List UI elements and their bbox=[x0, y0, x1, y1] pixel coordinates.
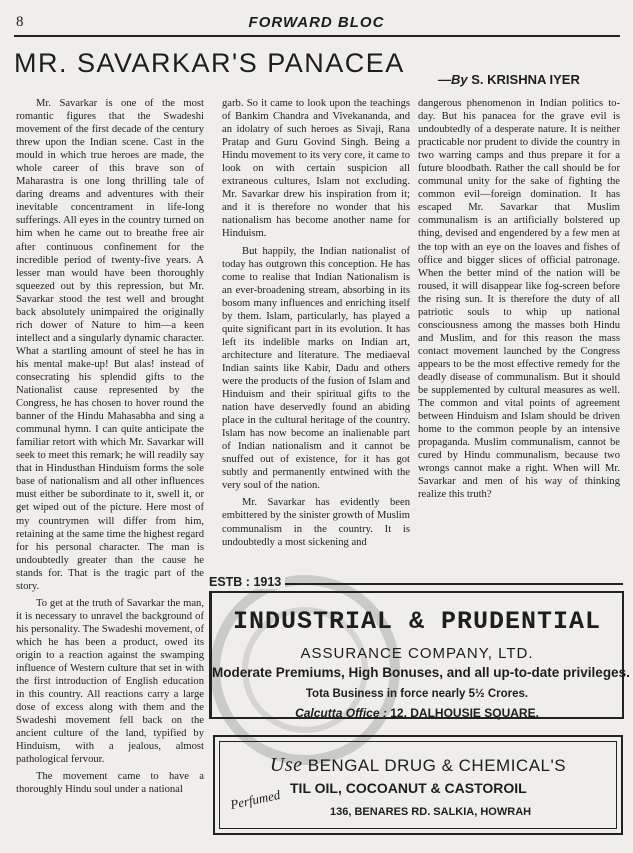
paragraph: dangerous phenomenon in Indian politics to-day. But his panacea for the grave evil is undoubtedly of a desperate nature. It is neither practicable nor prudent to divide the country in two warring camps and thus prepare it for a future bloodbath. Rather the call should be for communal unity for the sake of fighting the common evil—foreign domination. It has escaped Mr. Savarkar that Muslim communalism is an artificially bolstered up thing, devised and engendered by a few men at the top with an eye on the loaves and fishes of office and bigger slices of official patronage. When the better mind of the nation will be roused, it will disappear like fog-screen before the rising sun. It is therefore the duty of all patriotic souls to whip up national consciousness among the masses both Hindu and Muslim, and for this reason the mass contact movement launched by the Congress appears to be the most effective remedy for the deadly disease of communalism. But it should be supplemented by cultural measures as well. The common and vital points of agreement between Hinduism and Islam should be driven home to the common people by an intensive propaganda. Muslim communalism, cannot be cured by Hindu communalism, because two wrongs cannot make a right. When will Mr. Savarkar and men of his way of thinking realize this truth? bbox=[418, 98, 620, 501]
article-column-1 bbox=[16, 97, 204, 796]
header-rule bbox=[14, 35, 620, 37]
insurance-business: Tota Business in force nearly 5½ Crores. bbox=[305, 688, 529, 700]
drug-ad-company: BENGAL DRUG & CHEMICAL'S bbox=[307, 756, 567, 775]
masthead: FORWARD BLOC bbox=[248, 14, 385, 31]
paragraph: Mr. Savarkar has evidently been embittered by the sinister growth of Muslim communalism in the country. It is undoubtedly a most sickening and bbox=[222, 497, 410, 548]
drug-ad-perfumed: Perfumed bbox=[228, 786, 282, 813]
paragraph: To get at the truth of Savarkar the man, it is necessary to unravel the background of his personality. The Swadeshi movement, of which he has been a product, owed its origin to a reaction against the swamping influence of Western culture that set in with the first introduction of English education in this country. All reactions carry a large dose of excess along with them and the Swadeshi movement fell back on the ancient culture of the land, typified by Hinduism, with a jealous, almost pathological fervour. bbox=[16, 597, 204, 766]
insurance-company-name: INDUSTRIAL & PRUDENTIAL bbox=[232, 607, 602, 636]
drug-ad-use: Use bbox=[269, 754, 303, 776]
drug-ad-inner-border bbox=[219, 741, 617, 829]
drug-ad bbox=[213, 735, 623, 835]
paragraph: Mr. Savarkar is one of the most romantic figures that the Swadeshi movement of the first decade of the century threw upon the Indian scene. Cast in the mould in which true heroes are made, the whole career of this brave son of Maharastra is one long thrilling tale of daring dreams and adventures with their inevitable concentrament in life-long sufferings. All eyes in the country turned on him when he came out to breathe free air after continuous confinement for the incredible period of twenty-five years. A lesser man would have been thoroughly squeezed out by this repression, but Mr. Savarkar stood the test well and brought back absolutely unimpaired the originally rich dower of Nature to him—a keen intellect and a singularly dynamic character. What a startling amount of steel he has in his mental make-up! But alas! instead of consecrating his splendid gifts to the Nationalist cause represented by the Congress, he has chosen to hover round the banner of the Hindu Mahasabha and sing a communal hymn. I can quite anticipate the familiar retort with which Mr. Savarkar will seek to meet this remark; he will readily say that in Hindusthan Hinduism forms the sole base of nationalism and all other influences must either be subordinate to it, swell it, or get wiped out of the picture. Here most of my countrymen will differ from him, retaining at the same time the highest regard for his personal character. The man is undoubtedly greater than the cause he stands for. That is the tragic part of the story. bbox=[16, 98, 204, 592]
estb-label: ESTB : 1913 bbox=[209, 575, 285, 589]
office-label: Calcutta Office : bbox=[295, 706, 387, 720]
paragraph: The movement came to have a thoroughly Hindu soul under a national bbox=[16, 771, 204, 796]
insurance-ad bbox=[209, 591, 630, 720]
insurance-tagline: Moderate Premiums, High Bonuses, and all up-to-date privileges. bbox=[212, 665, 630, 680]
paragraph: But happily, the Indian nationalist of today has outgrown this conception. He has come to realise that Indian Nationalism is an ever-broadening stream, absorbing in its bosom many influences and enriching itself by them. Islam, particularly, has played a quite significant part in its evolution. It has left its indelible marks on Indian art, architecture and literature. The mediaeval Indian saints like Kabir, Dadu and others were the products of the fusion of Islam and Hinduism and their spiritual gifts to the nation have deservedly found an abiding place in the cultural heritage of the country. Islam has now become an inalienable part of Indian nationalism and it cannot be snuffed out of existence, for it has got subtly and permanently entwined with the very soul of the nation. bbox=[222, 245, 410, 492]
insurance-office bbox=[212, 706, 622, 720]
article-column-3 bbox=[418, 97, 620, 501]
drug-ad-address: 136, BENARES RD. SALKIA, HOWRAH bbox=[330, 806, 532, 818]
byline-author: S. KRISHNA IYER bbox=[471, 72, 580, 87]
article-column-2 bbox=[222, 97, 410, 549]
byline bbox=[438, 72, 580, 87]
article-title: MR. SAVARKAR'S PANACEA bbox=[14, 48, 405, 78]
byline-prefix: —By bbox=[438, 72, 468, 87]
advertisement-block bbox=[209, 575, 630, 837]
insurance-company-sub: ASSURANCE COMPANY, LTD. bbox=[300, 645, 534, 662]
office-address: 12, DALHOUSIE SQUARE. bbox=[390, 706, 539, 720]
drug-ad-products: TIL OIL, COCOANUT & CASTOROIL bbox=[290, 780, 527, 796]
page-number: 8 bbox=[16, 14, 24, 30]
drug-ad-headline bbox=[220, 754, 616, 777]
paragraph: garb. So it came to look upon the teachings of Bankim Chandra and Vivekananda, and an idolatry of such heroes as Sivaji, Rana Pratap and Guru Govind Singh. Being a Hindu movement to its very core, it came to look on with certain suspicion all extraneous cultures, Islam not excluding. Mr. Savarkar drew his inspiration from it; and it is therefore no wonder that his nationalism has become another name for Hinduism. bbox=[222, 98, 410, 240]
